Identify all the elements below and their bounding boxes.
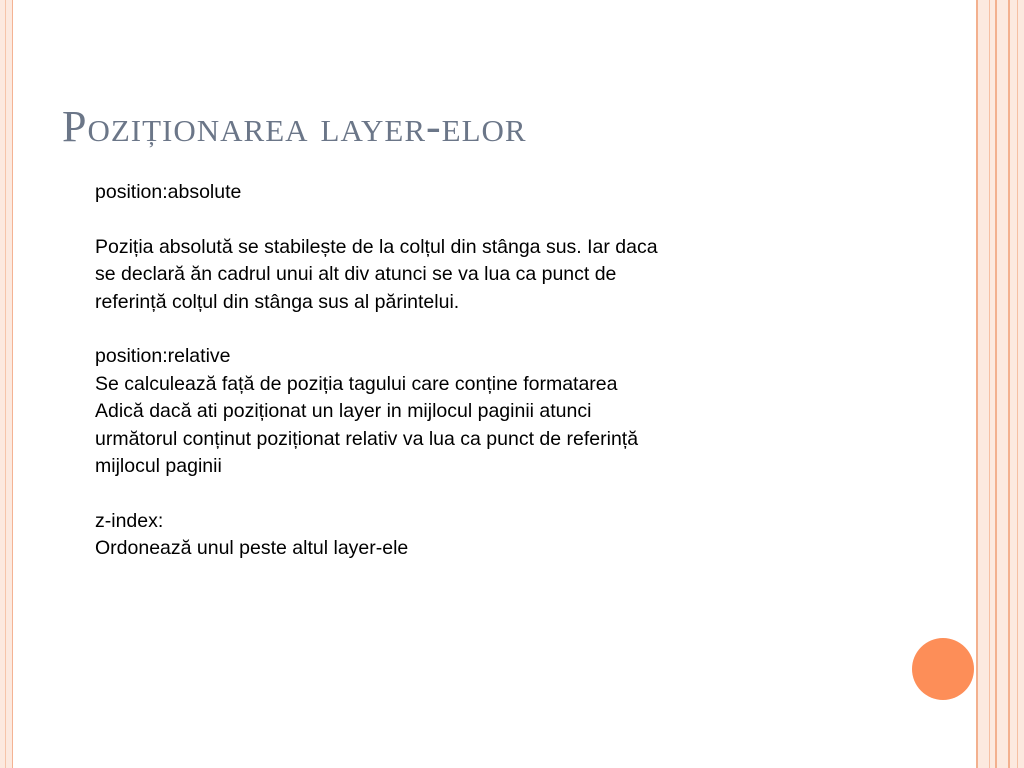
slide-body	[95, 179, 675, 563]
stripe	[995, 0, 997, 768]
left-decorative-border	[0, 0, 13, 768]
paragraph-gap	[95, 206, 675, 233]
slide-title: Poziționarea layer-elor	[62, 102, 527, 151]
paragraph-relative-example: Adică dacă ati poziționat un layer in mijlocul paginii atunci următorul conținut poziționat relativ va lua ca punct de referință mijlocul paginii	[95, 400, 639, 478]
decorative-orange-circle	[912, 638, 974, 700]
stripe	[1017, 0, 1018, 768]
stripe	[989, 0, 990, 768]
paragraph-gap	[95, 480, 675, 507]
paragraph-position-absolute: position:absolute	[95, 181, 242, 203]
stripe	[1008, 0, 1010, 768]
right-decorative-stripes	[976, 0, 1024, 768]
paragraph-z-index-description: Ordonează unul peste altul layer-ele	[95, 537, 409, 560]
stripe	[976, 0, 978, 768]
paragraph-absolute-description: Poziția absolută se stabilește de la colțul din stânga sus. Iar daca se declară ăn cadrul unui alt div atunci se va lua ca punct de referință colțul din stânga sus al părintelui.	[95, 235, 658, 313]
paragraph-z-index: z-index:	[95, 509, 164, 532]
paragraph-position-relative: position:relative	[95, 345, 231, 368]
paragraph-relative-description: Se calculează față de poziția tagului care conține formatarea	[95, 372, 618, 395]
paragraph-gap	[95, 316, 675, 343]
